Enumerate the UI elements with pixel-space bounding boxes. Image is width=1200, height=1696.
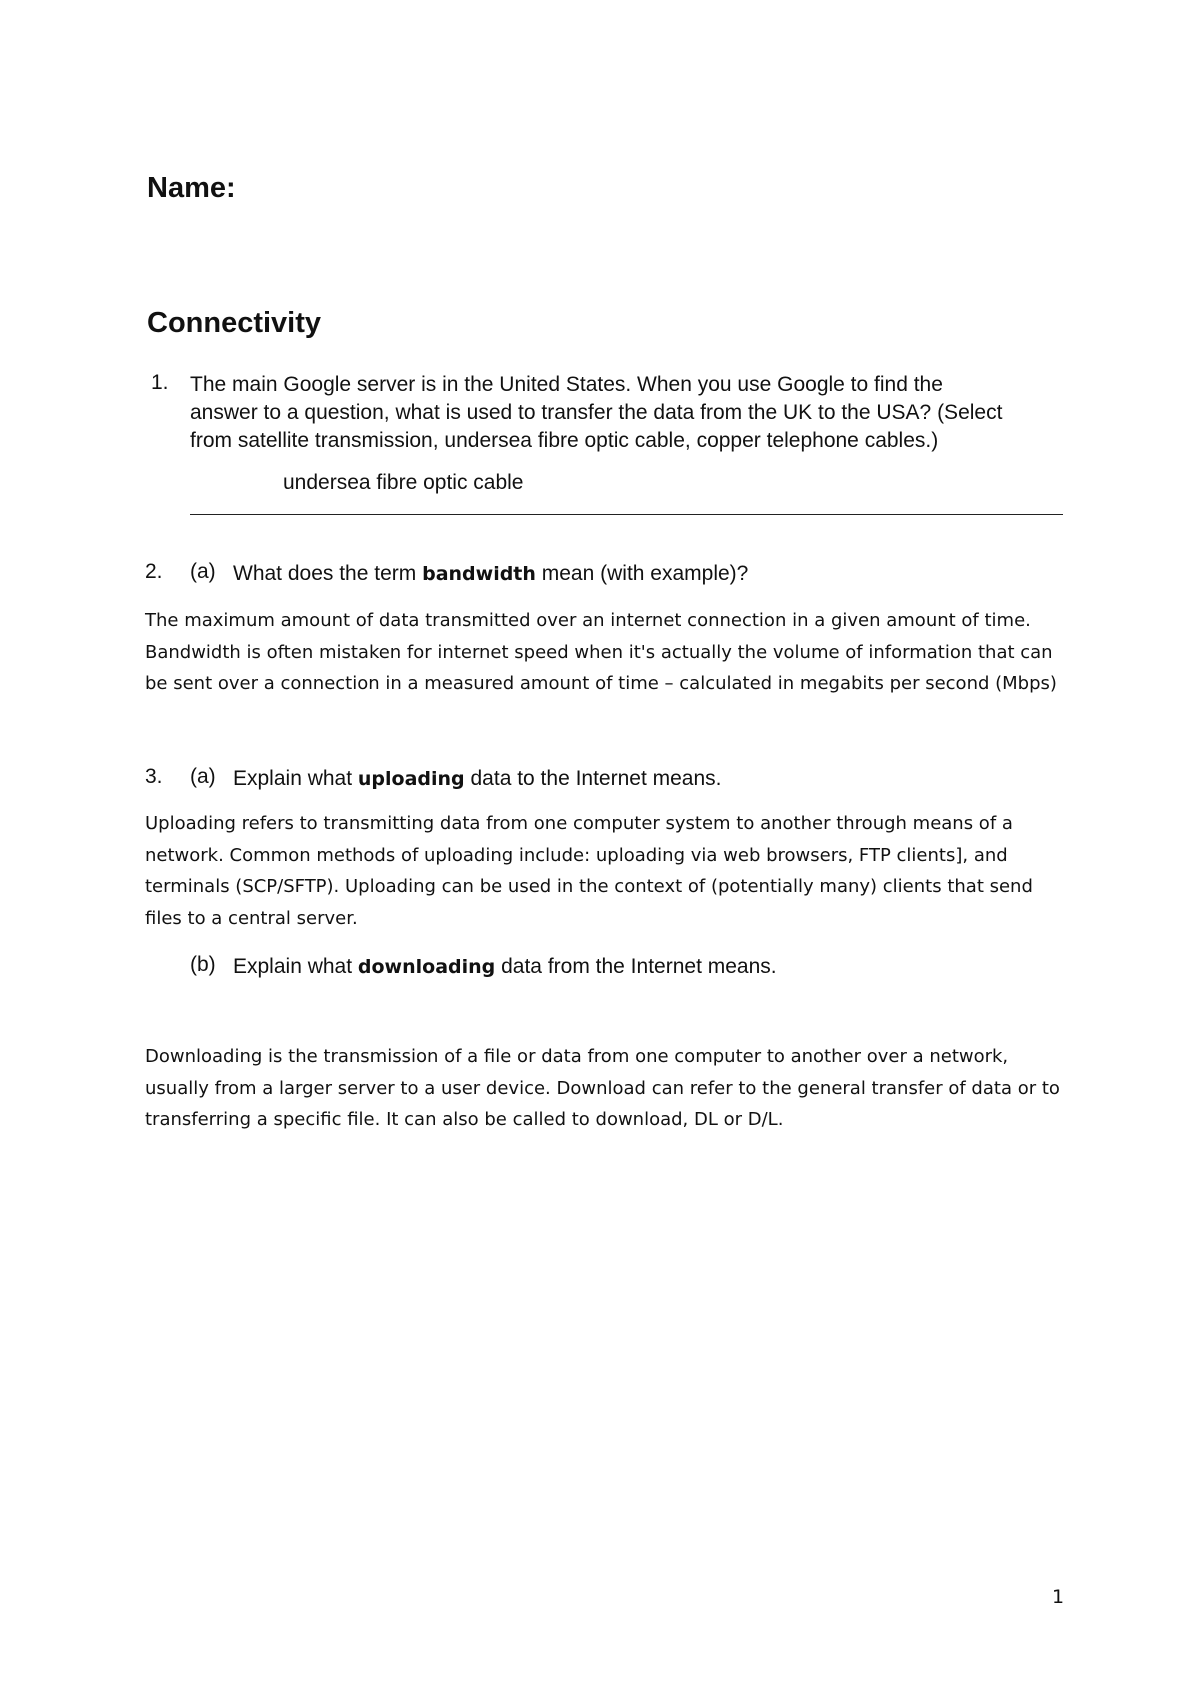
question-1-number: 1.	[151, 371, 169, 394]
question-1-text	[190, 371, 1002, 455]
answer-line: network. Common methods of uploading include: uploading via web browsers, FTP clients], and	[145, 844, 1008, 866]
answer-line: files to a central server.	[145, 907, 358, 929]
question-2a-label: (a)	[190, 560, 216, 583]
answer-line: Uploading refers to transmitting data from one computer system to another through means of a	[145, 813, 1013, 834]
question-3a-suffix: data to the Internet means.	[464, 767, 722, 790]
question-3b-label: (b)	[190, 953, 216, 976]
question-2-number: 2.	[145, 560, 163, 583]
answer-line: The maximum amount of data transmitted over an internet connection in a given amount of time.	[145, 610, 1031, 631]
question-1-line: The main Google server is in the United States. When you use Google to find the	[190, 373, 943, 396]
question-2a-term: bandwidth	[422, 563, 536, 585]
question-3b-text	[233, 953, 777, 981]
answer-line: Bandwidth is often mistaken for internet speed when it's actually the volume of information that can	[145, 641, 1053, 663]
question-1-line: answer to a question, what is used to transfer the data from the UK to the USA? (Select	[190, 401, 1003, 424]
name-label: Name:	[147, 172, 236, 204]
question-2a-suffix: mean (with example)?	[535, 562, 749, 585]
question-2a-text	[233, 560, 748, 588]
question-3-number: 3.	[145, 765, 163, 788]
page-number: 1	[1052, 1586, 1065, 1608]
section-title: Connectivity	[147, 307, 322, 339]
question-3b-term: downloading	[357, 956, 496, 978]
answer-underline	[190, 514, 1063, 515]
question-1-answer: undersea fibre optic cable	[283, 471, 524, 494]
question-3a-text	[233, 765, 722, 793]
question-3b-answer	[145, 1041, 1060, 1136]
question-2a-prefix: What does the term	[233, 562, 423, 585]
answer-line: Downloading is the transmission of a file or data from one computer to another over a network,	[145, 1046, 1009, 1067]
question-3a-prefix: Explain what	[233, 767, 358, 790]
question-3b-suffix: data from the Internet means.	[495, 955, 777, 978]
answer-line: transferring a specific file. It can also be called to download, DL or D/L.	[145, 1109, 784, 1130]
question-3a-label: (a)	[190, 765, 216, 788]
answer-line: be sent over a connection in a measured amount of time – calculated in megabits per second (Mbps)	[145, 673, 1057, 694]
question-3a-answer	[145, 808, 1033, 934]
question-2-answer	[145, 605, 1057, 700]
question-1-line: from satellite transmission, undersea fibre optic cable, copper telephone cables.)	[190, 429, 939, 452]
answer-line: usually from a larger server to a user device. Download can refer to the general transfer of data or to	[145, 1077, 1060, 1099]
question-3b-prefix: Explain what	[233, 955, 358, 978]
question-3a-term: uploading	[357, 768, 465, 790]
answer-line: terminals (SCP/SFTP). Uploading can be used in the context of (potentially many) clients that send	[145, 876, 1033, 897]
